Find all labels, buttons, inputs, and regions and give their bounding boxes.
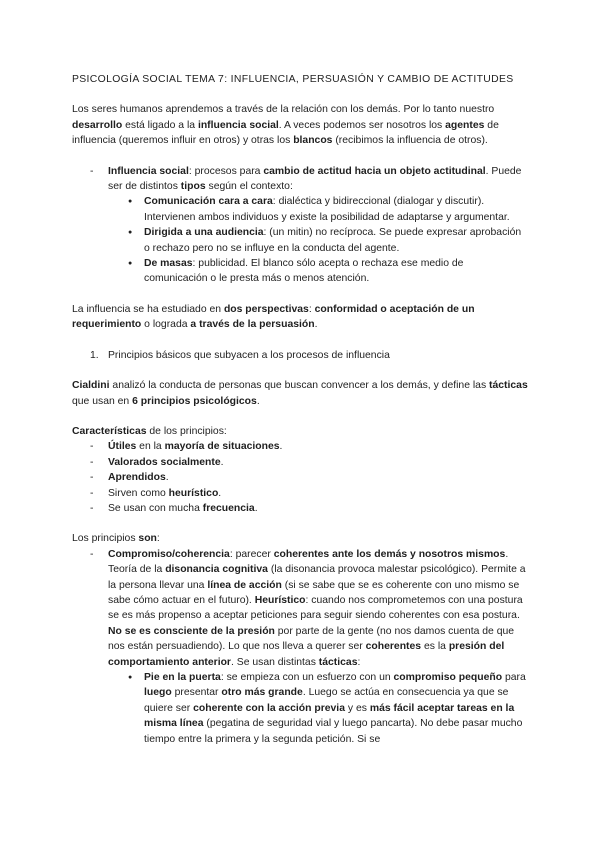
text-run: . Luego se actúa en consecuencia ya que se quiere ser xyxy=(144,687,509,714)
section-heading-principios xyxy=(72,348,528,363)
bold-run: Pie en la puerta xyxy=(144,672,221,683)
text-run: : se empieza con un esfuerzo con un xyxy=(220,672,394,683)
list-item-caracteristica xyxy=(72,486,528,501)
list-item-caracteristica xyxy=(72,439,528,454)
text-run: está ligado a la xyxy=(122,119,198,131)
text-run: . Puede ser de distintos xyxy=(108,165,522,193)
bold-run: a través de la persuasión xyxy=(190,319,315,331)
text-run: : xyxy=(357,656,361,668)
list-item-compromiso xyxy=(72,547,528,747)
cialdini-paragraph xyxy=(72,378,528,409)
bold-run: mayoría de situaciones xyxy=(164,441,280,453)
principios-heading xyxy=(72,531,528,546)
principios-list xyxy=(72,547,528,747)
section-title: Principios básicos que subyacen a los procesos de influencia xyxy=(108,349,390,361)
text-run: o lograda xyxy=(141,319,191,331)
bold-run: Dirigida a una audiencia xyxy=(144,227,264,239)
bold-run: 6 principios psicológicos xyxy=(132,395,257,407)
text-run: . xyxy=(314,319,318,331)
text-run: Sirven como xyxy=(108,487,169,499)
bold-run: más fácil aceptar tareas en la misma línea xyxy=(144,702,515,730)
caracteristicas-list xyxy=(72,439,528,516)
text-run: según el contexto: xyxy=(205,181,293,193)
bold-run: otro más grande xyxy=(221,687,303,699)
bold-run: heurístico xyxy=(168,487,219,499)
text-run: . xyxy=(218,487,222,499)
bold-run: desarrollo xyxy=(72,119,123,131)
bold-run: agentes xyxy=(445,119,485,131)
caracteristicas-heading xyxy=(72,424,528,439)
text-run: Se usan con mucha xyxy=(108,502,203,514)
list-item-caracteristica xyxy=(72,501,528,516)
text-run: . xyxy=(254,502,258,514)
tacticas-list xyxy=(72,670,528,747)
influencia-list xyxy=(72,164,528,287)
list-item-tactica xyxy=(72,670,528,747)
bold-run: Características xyxy=(72,425,147,437)
bold-run: cambio de actitud hacia un objeto actitudinal xyxy=(263,165,486,177)
bold-run: dos perspectivas xyxy=(223,303,309,315)
list-item-influencia-social xyxy=(72,164,528,287)
bold-run: Valorados socialmente xyxy=(108,456,221,468)
bold-run: conformidad o aceptación de un requerimiento xyxy=(72,303,475,331)
text-run: : (un mitin) no recíproca. Se puede expresar aprobación o rechazo pero no se influye en la conducta del agente. xyxy=(144,227,522,254)
text-run: . xyxy=(256,395,260,407)
text-run: analizó la conducta de personas que buscan convencer a los demás, y define las xyxy=(109,380,490,392)
text-run: . Se usan distintas xyxy=(230,656,319,668)
text-run: . Teoría de la xyxy=(108,548,509,576)
text-run: (si se sabe que se es coherente con uno mismo se sabe cómo actuar en el futuro). xyxy=(108,579,520,606)
bold-run: Cialdini xyxy=(72,380,110,392)
text-run: : parecer xyxy=(229,548,274,560)
text-run: para xyxy=(502,672,526,683)
bold-run: blancos xyxy=(293,135,333,147)
bold-run: influencia social xyxy=(197,119,279,131)
text-run: y es xyxy=(344,702,370,714)
bold-run: Compromiso/coherencia xyxy=(108,548,230,560)
text-run: (la disonancia provoca malestar psicológico). Permite a la persona llevar una xyxy=(108,564,526,591)
bold-run: Influencia social xyxy=(108,165,189,177)
bold-run: son xyxy=(138,533,157,545)
bold-run: coherentes ante los demás y nosotros mismos xyxy=(273,548,506,560)
bold-run: tácticas xyxy=(489,380,528,392)
bold-run: compromiso pequeño xyxy=(393,672,503,683)
text-run: : publicidad. El blanco sólo acepta o rechaza ese medio de comunicación o le presta más o menos atención. xyxy=(144,258,464,285)
list-item-tipo xyxy=(72,194,528,225)
bold-run: Heurístico xyxy=(254,594,306,606)
bold-run: No se es consciente de la presión xyxy=(108,625,275,637)
section-list xyxy=(72,348,528,363)
bold-run: frecuencia xyxy=(202,502,255,514)
text-run: (pegatina de seguridad vial y luego pancarta). No debe pasar mucho tiempo entre la primera y la segunda petición. Si se xyxy=(144,718,523,745)
tipos-list xyxy=(72,194,528,286)
bold-run: presión del comportamiento anterior xyxy=(108,641,505,668)
text-run: Los seres humanos aprendemos a través de la relación con los demás. Por lo tanto nuestro xyxy=(72,104,495,116)
text-run: : xyxy=(156,533,160,545)
text-run: (recibimos la influencia de otros). xyxy=(332,135,488,147)
text-run: : dialéctica y bidireccional (dialogar y discutir). Intervienen ambos individuos y existe la posibilidad de adaptarse y argumentar. xyxy=(144,196,510,223)
bold-run: coherentes xyxy=(365,641,422,653)
text-run: : xyxy=(308,303,315,315)
bold-run: Útiles xyxy=(108,441,137,453)
text-run: : procesos para xyxy=(188,165,264,177)
text-run: La influencia se ha estudiado en xyxy=(72,303,224,315)
bold-run: Aprendidos xyxy=(108,472,166,484)
text-run: es la xyxy=(421,641,449,653)
bold-run: tipos xyxy=(180,181,206,193)
intro-paragraph xyxy=(72,102,528,148)
text-run: que usan en xyxy=(72,395,133,407)
text-run: : cuando nos comprometemos con una postura se es más propenso a aceptar peticiones para seguir siendo coherentes con esa postura. xyxy=(108,594,523,622)
bold-run: tácticas xyxy=(318,656,358,668)
list-item-caracteristica xyxy=(72,470,528,485)
text-run: . A veces podemos ser nosotros los xyxy=(278,119,446,131)
bold-run: luego xyxy=(144,687,172,699)
text-run: . xyxy=(279,441,283,453)
text-run: de influencia (queremos influir en otros) y otras los xyxy=(72,119,499,147)
list-item-caracteristica xyxy=(72,455,528,470)
document-title: PSICOLOGÍA SOCIAL TEMA 7: INFLUENCIA, PERSUASIÓN Y CAMBIO DE ACTITUDES xyxy=(72,74,514,85)
bold-run: De masas xyxy=(144,258,193,270)
text-run: por parte de la gente (no nos damos cuenta de que nos están persuadiendo). Lo que nos lleva a querer ser xyxy=(108,625,515,653)
text-run: presentar xyxy=(171,687,222,699)
list-item-tipo xyxy=(72,225,528,256)
bold-run: línea de acción xyxy=(207,579,282,591)
bold-run: coherente con la acción previa xyxy=(193,702,345,714)
bold-run: disonancia cognitiva xyxy=(165,564,268,576)
text-run: en la xyxy=(136,441,165,453)
text-run: de los principios: xyxy=(146,425,227,437)
list-item-tipo xyxy=(72,256,528,287)
perspectivas-paragraph xyxy=(72,302,528,333)
influencia-social-text xyxy=(108,166,521,192)
text-run: . xyxy=(220,456,224,468)
text-run: Los principios xyxy=(72,533,139,545)
compromiso-text xyxy=(108,549,526,668)
section-number: 1. xyxy=(90,349,99,361)
text-run: . xyxy=(165,472,169,484)
bold-run: Comunicación cara a cara xyxy=(144,196,273,208)
